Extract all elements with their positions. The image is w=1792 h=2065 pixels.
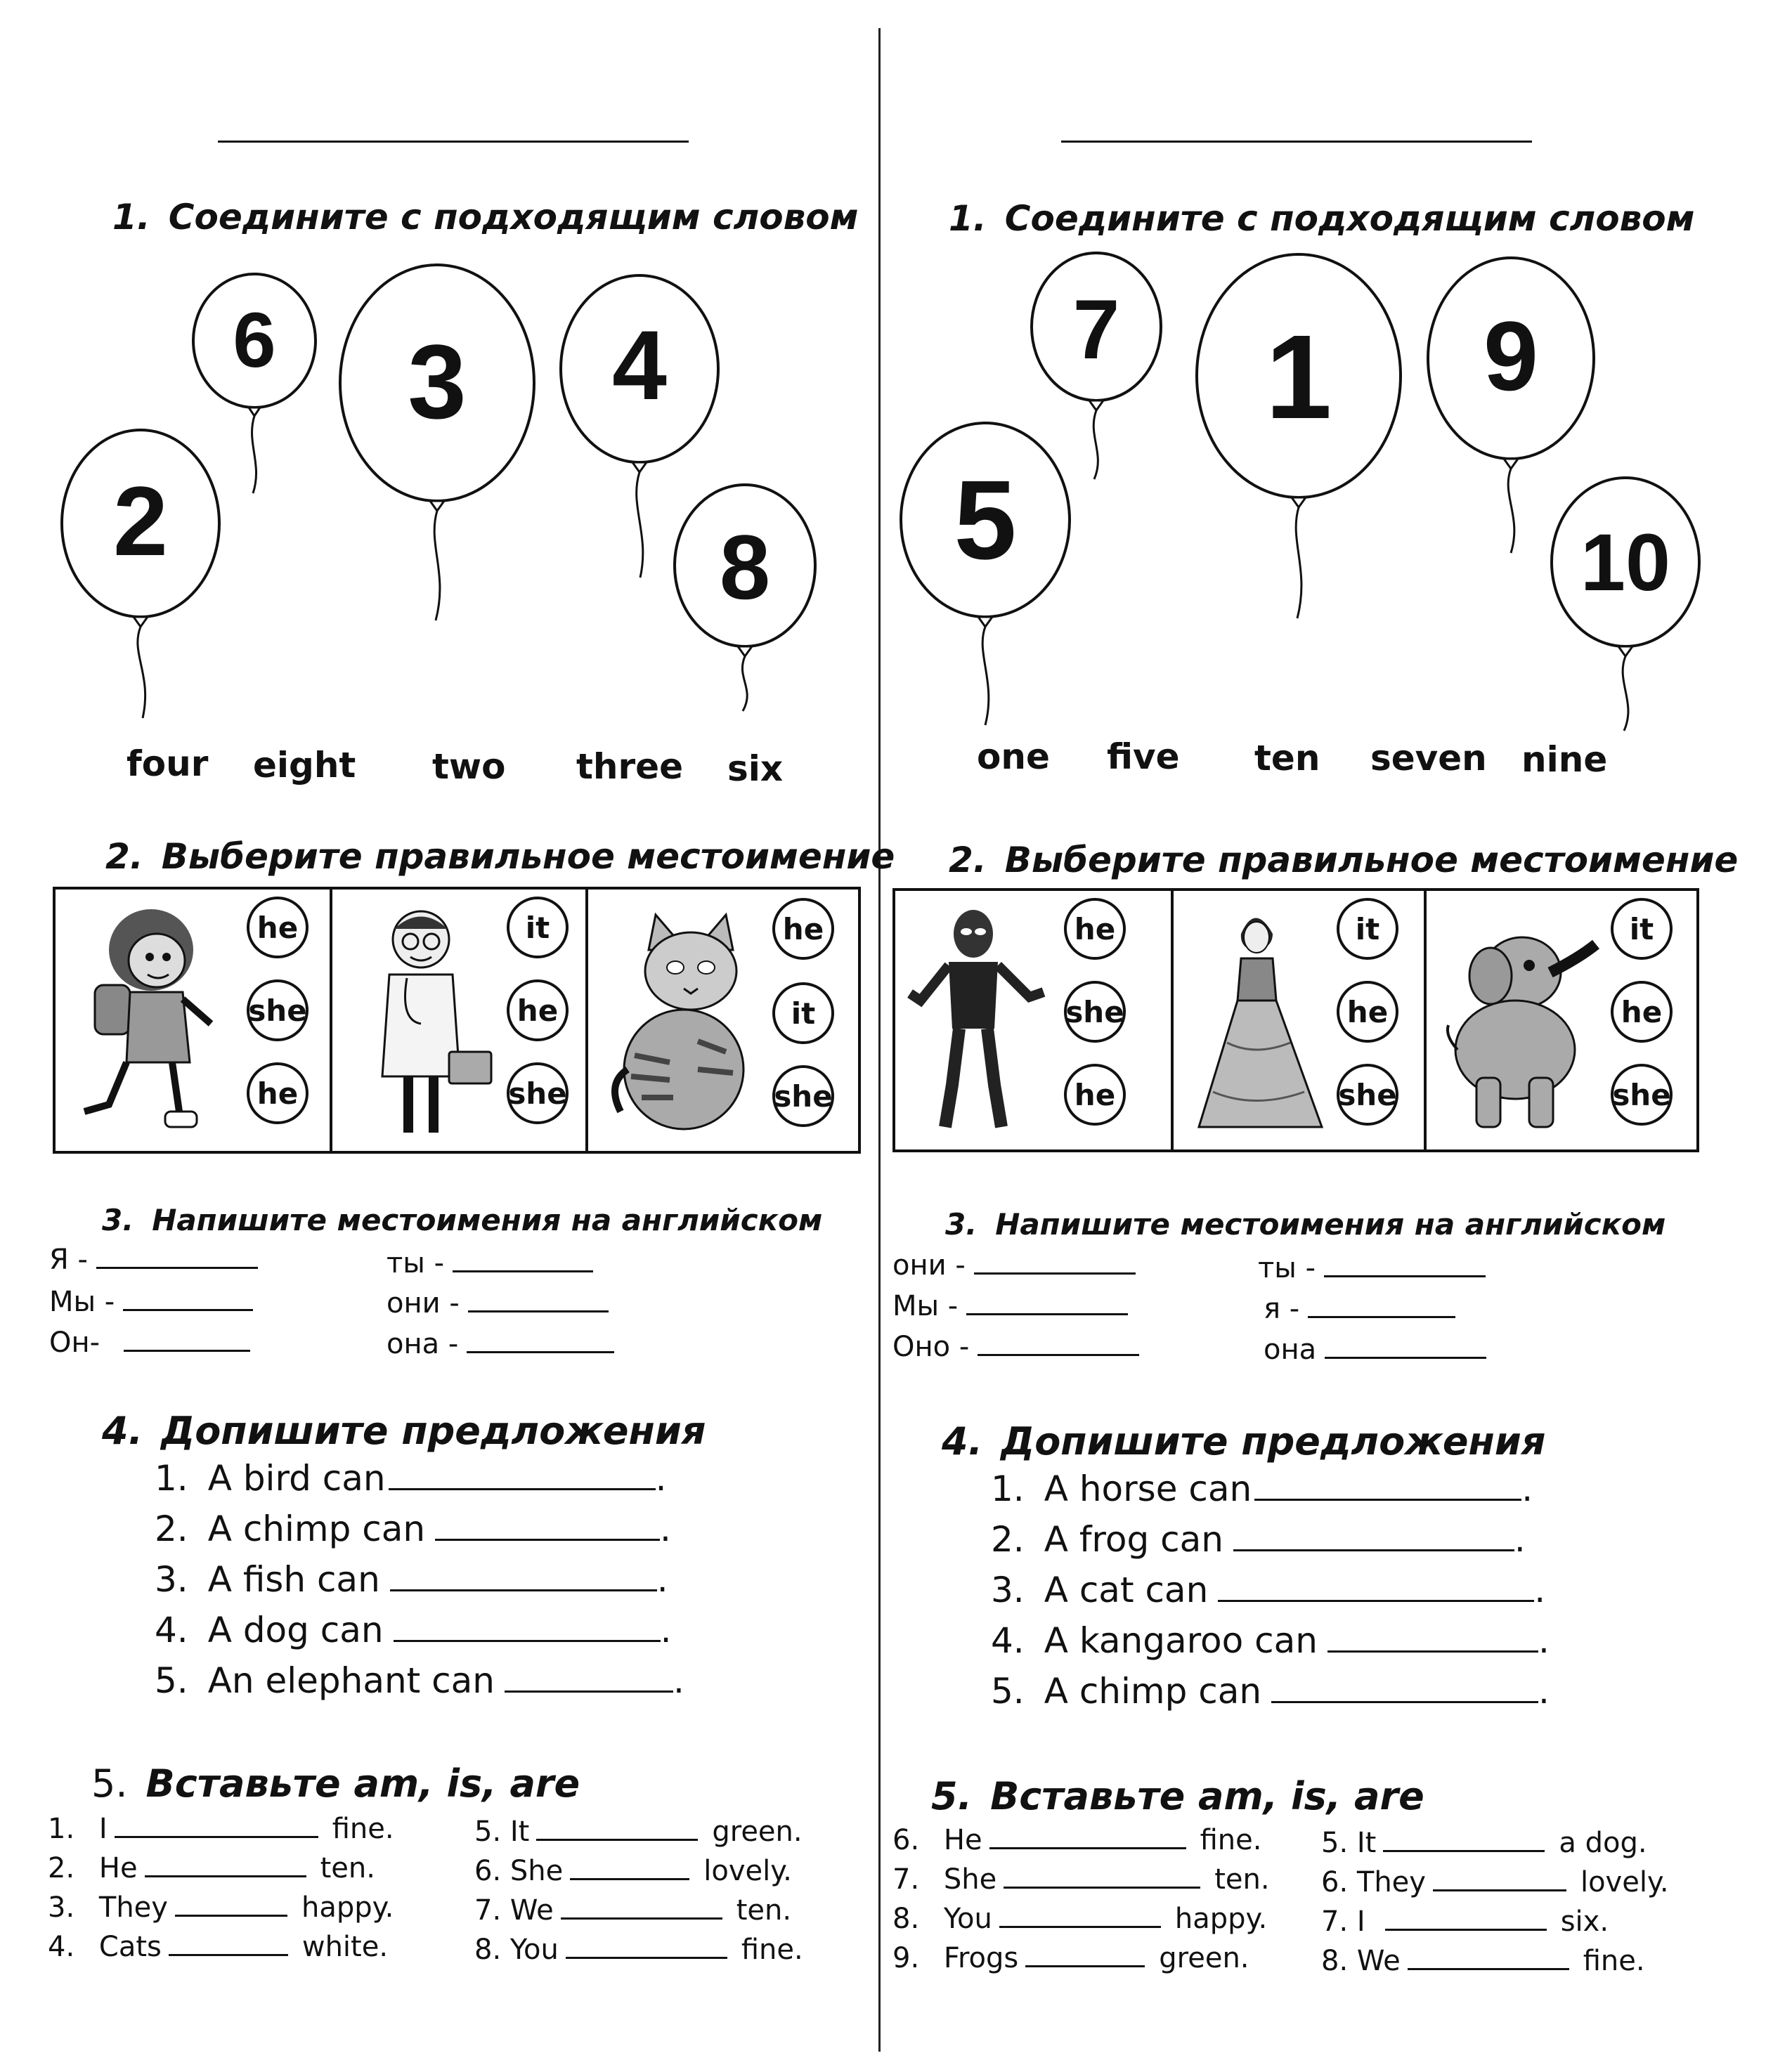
cat-illustration: [599, 901, 761, 1140]
pronoun-option[interactable]: he: [772, 898, 834, 960]
balloon-number: 6: [233, 297, 276, 384]
answer-blank[interactable]: [1324, 1254, 1486, 1277]
elephant-illustration: [1438, 902, 1599, 1141]
pronoun-write-row: Он-: [49, 1327, 250, 1359]
pronoun-write-row: Мы -: [49, 1286, 253, 1318]
answer-blank[interactable]: [115, 1815, 318, 1838]
fill-row: 9. Frogs green.: [892, 1942, 1249, 1974]
balloon: [671, 485, 826, 717]
pronoun-cell-princess: [1174, 891, 1427, 1149]
answer-blank[interactable]: [1308, 1295, 1455, 1318]
answer-blank[interactable]: [566, 1936, 727, 1959]
name-blank-line: [218, 141, 689, 143]
sentence-row: 4. A kangaroo can .: [991, 1620, 1550, 1661]
pronoun-option[interactable]: it: [1611, 898, 1673, 960]
section-2-title: 2. Выберите правильное местоимение: [949, 840, 1739, 880]
balloon: [1550, 478, 1704, 738]
pronoun-table: [53, 887, 861, 1154]
answer-blank[interactable]: [1433, 1868, 1566, 1891]
answer-blank[interactable]: [1383, 1829, 1545, 1852]
pronoun-write-row: они -: [892, 1249, 1136, 1282]
answer-blank[interactable]: [1325, 1336, 1486, 1359]
balloon: [60, 429, 228, 724]
section-3-title: 3. Напишите местоимения на английском: [102, 1203, 823, 1237]
name-blank-line: [1061, 141, 1532, 143]
answer-blank[interactable]: [1025, 1944, 1145, 1967]
answer-blank[interactable]: [1385, 1908, 1547, 1931]
answer-blank[interactable]: [389, 1461, 656, 1490]
answer-blank[interactable]: [1254, 1472, 1521, 1501]
balloons-group: [42, 253, 885, 759]
section-4-title: 4. Допишите предложения: [102, 1409, 706, 1453]
answer-blank[interactable]: [1004, 1865, 1200, 1889]
balloon-number: 2: [113, 466, 168, 576]
pronoun-option[interactable]: he: [1611, 981, 1673, 1043]
answer-blank[interactable]: [536, 1818, 698, 1841]
answer-blank[interactable]: [467, 1330, 614, 1353]
section-5-title: 5. Вставьте am, is, are: [91, 1761, 580, 1806]
balloon-number: 10: [1580, 518, 1670, 608]
pronoun-option[interactable]: she: [1611, 1064, 1673, 1126]
pronoun-option[interactable]: he: [1337, 981, 1398, 1043]
sentence-row: 1. A bird can .: [155, 1458, 667, 1499]
fill-row: 5. It green.: [474, 1816, 803, 1848]
sentence-row: 5. A chimp can .: [991, 1671, 1550, 1712]
fill-row: 6. He fine.: [892, 1824, 1262, 1856]
answer-blank[interactable]: [145, 1854, 306, 1877]
pronoun-write-row: она: [1264, 1334, 1486, 1366]
number-word: seven: [1370, 738, 1487, 779]
answer-blank[interactable]: [1408, 1947, 1569, 1970]
pronoun-option[interactable]: he: [1064, 1064, 1126, 1126]
sentence-row: 4. A dog can .: [155, 1610, 672, 1650]
answer-blank[interactable]: [169, 1933, 288, 1956]
answer-blank[interactable]: [96, 1246, 258, 1269]
section-1-title: 1. Соедините с подходящим словом: [949, 198, 1695, 239]
fill-row: 7. She ten.: [892, 1863, 1270, 1896]
number-word: four: [126, 743, 209, 784]
balloon-number: 5: [954, 457, 1017, 582]
pronoun-option[interactable]: he: [1064, 898, 1126, 960]
fill-row: 8. We fine.: [1321, 1945, 1645, 1977]
fill-row: 5. It a dog.: [1321, 1827, 1647, 1859]
spiderman-illustration: [907, 902, 1068, 1141]
fill-row: 6. They lovely.: [1321, 1866, 1669, 1898]
answer-blank[interactable]: [999, 1905, 1161, 1928]
pronoun-option[interactable]: he: [507, 979, 569, 1041]
balloon-number: 3: [408, 323, 467, 441]
sentence-row: 3. A fish can .: [155, 1559, 668, 1600]
pronoun-write-row: они -: [387, 1287, 609, 1320]
number-word: three: [576, 746, 683, 787]
pronoun-write-row: ты -: [387, 1247, 593, 1279]
answer-blank[interactable]: [1233, 1523, 1514, 1551]
doctor-illustration: [344, 901, 505, 1140]
balloon-number: 4: [612, 310, 667, 420]
sentence-row: 3. A cat can .: [991, 1570, 1546, 1610]
pronoun-write-row: Оно -: [892, 1331, 1139, 1363]
number-word: ten: [1254, 738, 1320, 779]
answer-blank[interactable]: [435, 1512, 660, 1541]
pronoun-cell-spiderman: [895, 891, 1174, 1149]
balloon-number: 1: [1265, 311, 1332, 444]
answer-blank[interactable]: [561, 1896, 722, 1920]
pronoun-cell-elephant: [1427, 891, 1696, 1149]
number-word: six: [727, 748, 784, 789]
princess-illustration: [1185, 902, 1346, 1141]
balloon: [337, 263, 541, 629]
number-word: one: [977, 736, 1050, 777]
pronoun-cell-girl: [56, 890, 332, 1151]
sentence-row: 5. An elephant can .: [155, 1660, 684, 1701]
pronoun-write-row: я -: [1264, 1293, 1455, 1325]
answer-blank[interactable]: [453, 1249, 593, 1272]
balloon-number: 9: [1483, 301, 1538, 411]
pronoun-option[interactable]: it: [1337, 898, 1398, 960]
balloon-number: 7: [1072, 282, 1120, 377]
answer-blank[interactable]: [505, 1664, 673, 1693]
pronoun-option[interactable]: she: [1337, 1064, 1398, 1126]
fill-row: 1. I fine.: [48, 1813, 394, 1845]
answer-blank[interactable]: [966, 1292, 1128, 1315]
pronoun-option[interactable]: she: [1064, 981, 1126, 1043]
balloon: [900, 422, 1082, 731]
pronoun-write-row: Мы -: [892, 1290, 1128, 1322]
balloons-group: [892, 253, 1736, 759]
answer-blank[interactable]: [394, 1613, 661, 1642]
section-5-title: 5. Вставьте am, is, are: [931, 1774, 1424, 1818]
pronoun-write-row: она -: [387, 1328, 614, 1360]
pronoun-write-row: Я -: [49, 1244, 258, 1276]
answer-blank[interactable]: [1218, 1573, 1534, 1602]
fill-row: 4. Cats white.: [48, 1931, 389, 1963]
pronoun-option[interactable]: he: [247, 897, 309, 958]
fill-row: 7. We ten.: [474, 1894, 792, 1927]
answer-blank[interactable]: [468, 1289, 609, 1312]
answer-blank[interactable]: [989, 1826, 1186, 1849]
sentence-row: 2. A chimp can .: [155, 1509, 671, 1549]
fill-row: 2. He ten.: [48, 1852, 375, 1884]
section-2-title: 2. Выберите правильное местоимение: [105, 836, 895, 877]
worksheet-right: [892, 0, 1739, 2065]
pronoun-option[interactable]: it: [772, 982, 834, 1044]
fill-row: 3. They happy.: [48, 1891, 394, 1924]
number-word: eight: [253, 745, 356, 786]
answer-blank[interactable]: [124, 1329, 250, 1352]
pronoun-table: [892, 888, 1699, 1152]
answer-blank[interactable]: [974, 1251, 1136, 1275]
number-word: five: [1107, 736, 1180, 777]
worksheet-left: [42, 0, 895, 2065]
section-3-title: 3. Напишите местоимения на английском: [945, 1207, 1666, 1242]
pronoun-option[interactable]: he: [247, 1062, 309, 1124]
answer-blank[interactable]: [1271, 1674, 1538, 1703]
pronoun-option[interactable]: it: [507, 897, 569, 958]
fill-row: 8. You fine.: [474, 1934, 803, 1966]
balloon: [1195, 253, 1405, 625]
pronoun-write-row: ты -: [1258, 1252, 1486, 1284]
answer-blank[interactable]: [175, 1894, 287, 1917]
fill-row: 8. You happy.: [892, 1903, 1268, 1935]
pronoun-option[interactable]: she: [247, 979, 309, 1041]
balloon-number: 8: [719, 516, 771, 618]
number-word: nine: [1521, 739, 1608, 780]
section-4-title: 4. Допишите предложения: [942, 1419, 1546, 1464]
section-1-title: 1. Соедините с подходящим словом: [112, 197, 859, 237]
answer-blank[interactable]: [123, 1288, 253, 1311]
pronoun-option[interactable]: she: [507, 1062, 569, 1124]
sentence-row: 1. A horse can .: [991, 1468, 1533, 1509]
pronoun-cell-cat: [588, 890, 858, 1151]
answer-blank[interactable]: [390, 1563, 657, 1591]
number-word: two: [432, 746, 506, 787]
fill-row: 6. She lovely.: [474, 1855, 792, 1887]
answer-blank[interactable]: [570, 1857, 689, 1880]
girl-illustration: [67, 901, 228, 1140]
answer-blank[interactable]: [978, 1333, 1139, 1356]
pronoun-option[interactable]: she: [772, 1065, 834, 1127]
answer-blank[interactable]: [1327, 1624, 1538, 1653]
pronoun-cell-doctor: [332, 890, 588, 1151]
sentence-row: 2. A frog can .: [991, 1519, 1526, 1560]
fill-row: 7. I six.: [1321, 1906, 1609, 1938]
